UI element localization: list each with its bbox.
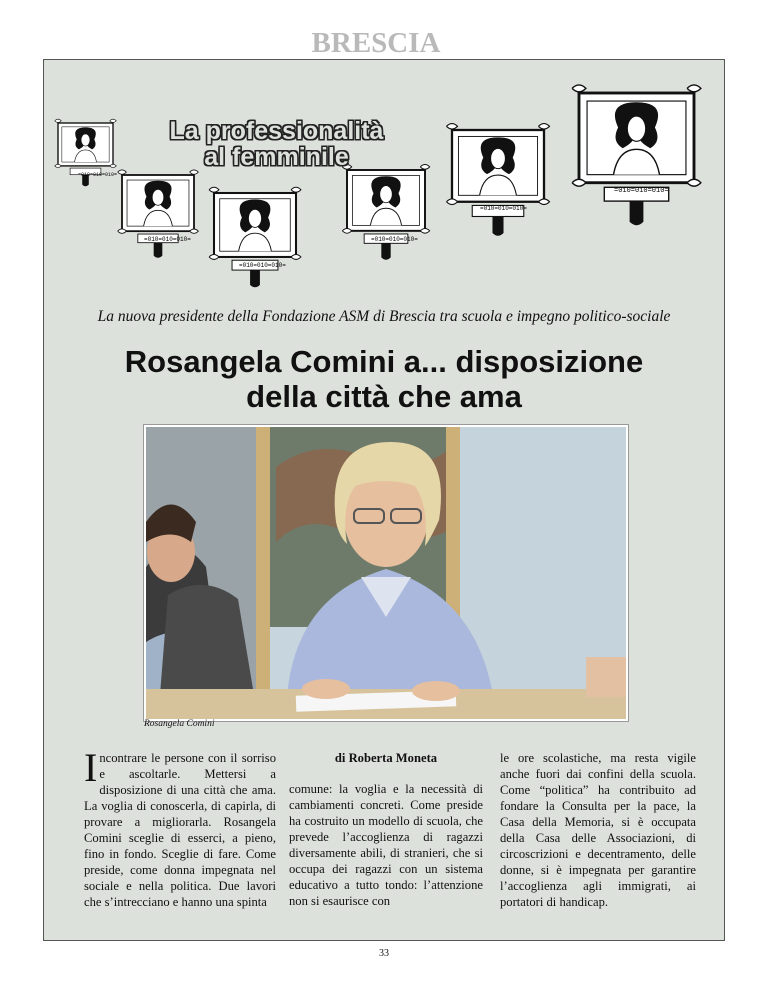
frame-label: =010=010=010=: [371, 236, 418, 243]
headline-line2: della città che ama: [246, 379, 522, 414]
article-text-1: ncontrare le persone con il sorriso e ascoltarle. Mettersi a disposizione di una città che ama. La voglia di conoscerla, di capirla, di provare a migliorarla. Rosangela Comini sceglie di esserci, a pieno, fino in fondo. Sceglie di fare. Come preside, come donna impegnata nel sociale e nella politica. Due lavori che s’intrecciano e hanno una spinta: [84, 751, 276, 909]
article-column-3: [500, 750, 696, 910]
frame-label: =010=010=010=: [614, 187, 669, 195]
article-text-2: comune: la voglia e la necessità di cambiamenti concreti. Come preside ha costruito un modello di scuola, che prevede l’accoglienza di ragazzi diversamente abili, di stranieri, che si occupa dei ragazzi con un sistema educativo a tutto tondo: l’attenzione non si esaurisce con: [289, 782, 483, 908]
headline-line1: Rosangela Comini a... disposizione: [124, 344, 644, 379]
column-title-line1: La professionalità: [169, 117, 384, 145]
article-column-1: [84, 745, 276, 910]
frame-label: =010=010=010=: [239, 262, 286, 269]
article-panel: [43, 59, 725, 959]
article-text-3: le ore scolastiche, ma resta vigile anche fuori dai confini della scuola. Come “politica” ha contribuito ad fondare la Consulta per la pace, la Casa della Memoria, si è occupata della Casa delle Associazioni, di circoscrizioni e decentramento, delle donne, si è impegnata per garantire l’accoglienza agli immigrati, ai portatori di handicap.: [500, 751, 696, 909]
frame-label: =010=010=010=: [144, 236, 191, 243]
frame-label: =010=010=010=: [480, 205, 527, 212]
frame-label: =010=010=010=: [78, 172, 118, 178]
article-column-2: [289, 750, 483, 909]
column-title-line2: al femminile: [204, 143, 349, 171]
kicker: La nuova presidente della Fondazione ASM di Brescia tra scuola e impegno politico-sociale: [97, 308, 671, 325]
page-number: 33: [379, 948, 389, 959]
masthead-line1: BRESCIA: [311, 27, 441, 59]
framed-women-illustration: [44, 60, 724, 305]
photo-illustration: [146, 427, 626, 719]
portrait-photo: [144, 425, 628, 721]
headline: [44, 344, 724, 414]
column-title: [154, 118, 399, 170]
byline: di Roberta Moneta: [334, 751, 438, 765]
dropcap: I: [84, 745, 98, 790]
photo-caption: Rosangela Comini: [144, 719, 215, 729]
